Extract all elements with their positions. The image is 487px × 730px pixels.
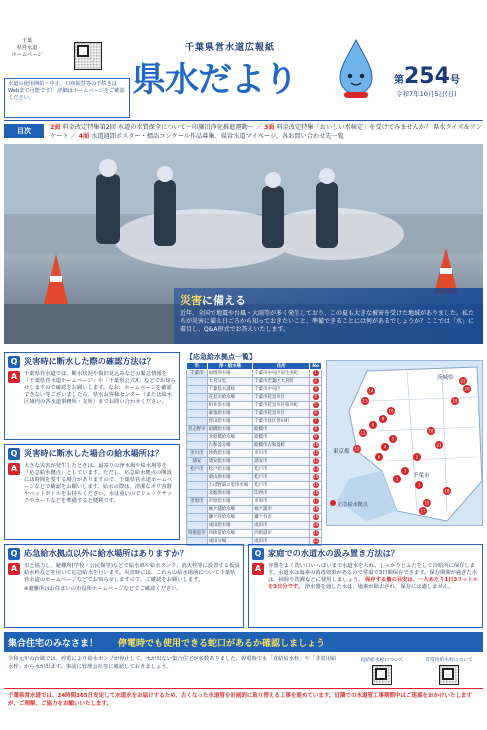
row-number <box>310 394 322 402</box>
web-notice-box: 水道の使用開始・中止、口座振替等の手続きはWebまで可能です！ 詳細はホームページをご確認ください。 <box>4 78 130 118</box>
legend-pin-icon <box>330 500 336 506</box>
row-address: 千葉市緑区誉田町 <box>253 418 310 426</box>
row-city <box>187 490 208 498</box>
row-address: 千葉市花見川区 <box>253 394 310 402</box>
qa-other-supply-points: Q 応急給水拠点以外に給水場所はありますか？ A 市と協力し、避難所(学校・公民館等)などで給水車や給水タンク、消火栓等に設置する仮設給水栓などを用いて応急給水を行います。災害時には、これらの給水場所について千葉県営水道のホームページなどでお知らせしますので、ご確認をお願いします。 ※避難所はお住まいの市役所ホームページなどでご確認ください。 <box>4 544 244 628</box>
row-address: 千葉市若葉区大宮町 <box>253 378 310 386</box>
table-row <box>187 386 322 394</box>
site-number-badge: 11 <box>313 450 319 455</box>
row-site: 栗山浄水場 <box>207 474 253 482</box>
table-row <box>187 506 322 514</box>
row-city <box>187 410 208 418</box>
map-label-chiba: 千葉市 <box>413 473 430 479</box>
hero-title: 災害に備える <box>180 294 246 307</box>
map-pin-label: 12 <box>354 446 360 452</box>
row-address: 市原市 <box>253 498 310 506</box>
toc-page[interactable]: 4面 <box>78 133 90 140</box>
storage-amount-highlight: 保存する量の目安は、一人あたり1日3リットルを3日分です。 <box>268 577 479 590</box>
row-city <box>187 394 208 402</box>
header-divider <box>4 120 483 121</box>
apartment-notice-text: 令和元年の台風では、停電により給水ポンプが停止して、水が出ない集合住宅が多数ありました。停電時でも「直結給水栓」や「非常用給水栓」から水が出ます。事前に管理会社等に確認しておきましょう。 <box>8 656 337 670</box>
toc-page[interactable]: 3面 <box>264 124 275 131</box>
site-number-badge: 1 <box>314 370 317 375</box>
row-site: 四街道給水場 <box>207 530 253 538</box>
table-row <box>187 498 322 506</box>
question-icon: Q <box>8 448 20 460</box>
row-number <box>310 474 322 482</box>
site-number-badge: 15 <box>313 482 319 487</box>
side-label: 千葉 県営水道 ホームページ <box>11 38 43 58</box>
row-site: 成田給水場 <box>207 522 253 530</box>
direct-faucet-qr-group[interactable]: 直結給水栓について <box>352 656 412 685</box>
row-site: 花見川給水場 <box>207 394 253 402</box>
row-number <box>310 386 322 394</box>
row-number <box>310 522 322 530</box>
row-site: 誉田給水場 <box>207 418 253 426</box>
map-pin-label: 22 <box>460 378 466 384</box>
answer-icon: A <box>8 463 20 475</box>
banner-subheading: 停電時でも使用できる蛇口があるか確認しましょう <box>118 639 326 649</box>
site-number-badge: 5 <box>314 402 317 407</box>
site-table-title: 【応急給水拠点一覧】 <box>186 353 256 361</box>
row-address: 印西市 <box>253 490 310 498</box>
row-address: 松戸市 <box>253 482 310 490</box>
row-number <box>310 450 322 458</box>
direct-faucet-qr-code[interactable] <box>372 665 392 685</box>
row-address: 鎌ケ谷市 <box>253 514 310 522</box>
map-pin-label: 20 <box>464 386 470 392</box>
masthead-logo: 県水だより <box>132 60 297 100</box>
map-pin-label: 3 <box>403 468 407 474</box>
row-address: 市川市 <box>253 450 310 458</box>
site-number-badge: 9 <box>314 434 317 439</box>
row-site: 成田分場 <box>207 538 253 546</box>
row-site: 妙典給水場 <box>207 450 253 458</box>
row-site: 北船橋給水場 <box>207 434 253 442</box>
row-site: 幕張給水場 <box>207 410 253 418</box>
row-site: 船橋給水場 <box>207 426 253 434</box>
row-number <box>310 378 322 386</box>
map-pin-label: 9 <box>381 416 385 422</box>
row-address: 四街道市 <box>253 530 310 538</box>
table-row <box>187 394 322 402</box>
row-address: 千葉市中央区 <box>253 386 310 394</box>
emergency-site-table <box>186 362 322 546</box>
row-site: 袖ケ浦給水場 <box>207 506 253 514</box>
map-pin-label: 14 <box>368 388 374 394</box>
site-number-badge: 4 <box>314 394 317 399</box>
row-number <box>310 442 322 450</box>
map-pin-label: 16 <box>428 428 434 434</box>
row-city <box>187 386 208 394</box>
map-pin-label: 2 <box>415 454 419 460</box>
table-row <box>187 442 322 450</box>
row-number <box>310 370 322 378</box>
site-number-badge: 6 <box>314 410 317 415</box>
table-row <box>187 434 322 442</box>
site-number-badge: 20 <box>313 522 319 527</box>
toc-item[interactable]: 料金改定特集第2回 水道の水質保全について～印旛沼浄化推進運動～ <box>62 124 254 131</box>
map-pin-label: 11 <box>360 430 366 436</box>
table-row <box>187 402 322 410</box>
qa-storing-water: Q 家庭での水道水の汲み置き方法は？ A 容器をよく洗い口いっぱいまで水道水を入れ、しっかりとふたをして冷暗所に保存します。水道水は塩素の消毒効果があるので常温で3日間保存できます。保存期間が過ぎた水は、掃除や洗濯などに使用しましょう。 保存する量の目安は、一人あたり1日3リットルを3日分です。 浄水器を通した水は、塩素が除去され、保存には適しません。 <box>248 544 483 628</box>
site-number-badge: 3 <box>314 386 317 391</box>
row-city: 千葉市 <box>187 370 208 378</box>
row-site: 福増浄水場 <box>207 370 253 378</box>
site-number-badge: 10 <box>313 442 319 447</box>
row-address: 成田市 <box>253 522 310 530</box>
qa-outage-check: Q 災害時に断水した際の確認方法は？ A 千葉県営水道では、断水状況や復旧見込みなどの緊急情報を「千葉県営水道ホームページ」や「千葉県公式X」などでお知らせしますので確認をお願いします。なお、ホームページを確認できない等ございましたら、県水お客様センター（または給水区域内の各水道事務所・支所）までお問い合わせください。 <box>4 352 180 440</box>
row-city: 浦安 <box>187 458 208 466</box>
row-site: 柏井浄水場 <box>207 402 253 410</box>
table-row <box>187 426 322 434</box>
map-pin-label: 18 <box>444 488 450 494</box>
row-number <box>310 482 322 490</box>
qa-water-supply-location: Q 災害時に断水した場合の給水場所は？ A 大きな災害が発生したときは、最寄りの浄水場や給水場等を「応急給水拠点」としています。ただし、応急給水拠点の開設には時間を要する場合がありますので、千葉県営水道ホームページなどで確認をお願いします。給水の際は、清潔なポリ容器やペットボトルをお持ちください。水は重いのでリュックサックやカートなどを準備すると便利です。 <box>4 444 180 540</box>
hero-caption <box>174 288 483 344</box>
row-city <box>187 514 208 522</box>
row-address: 袖ケ浦市 <box>253 506 310 514</box>
question-icon: Q <box>8 548 20 560</box>
emergency-faucet-qr-code[interactable] <box>439 665 459 685</box>
map-pin-label: 19 <box>452 398 458 404</box>
organization-name: 千葉県営水道広報紙 <box>184 43 275 53</box>
site-table-body <box>187 370 322 546</box>
row-address: 千葉市花見川区柏井町 <box>253 402 310 410</box>
row-address: 千葉市花見川区 <box>253 410 310 418</box>
website-qr-code[interactable] <box>74 42 102 70</box>
question-icon: Q <box>252 548 264 560</box>
map-pin-label: 13 <box>362 398 368 404</box>
site-number-badge: 19 <box>313 514 319 519</box>
map-label-ibaraki: 茨城県 <box>437 375 454 381</box>
row-number <box>310 434 322 442</box>
row-city <box>187 522 208 530</box>
row-city: 松戸市 <box>187 466 208 474</box>
row-city <box>187 482 208 490</box>
row-address: 船橋市 <box>253 434 310 442</box>
row-city: 市原市 <box>187 498 208 506</box>
row-address: 千葉市中央区南生実町 <box>253 370 310 378</box>
site-number-badge: 17 <box>313 498 319 503</box>
map-pin-label: 21 <box>436 442 442 448</box>
table-row <box>187 530 322 538</box>
row-number <box>310 458 322 466</box>
row-city <box>187 418 208 426</box>
map-pin-label: 5 <box>391 436 395 442</box>
row-number <box>310 466 322 474</box>
emergency-faucet-qr-group[interactable]: 非常用給水栓について <box>418 656 480 685</box>
table-row <box>187 378 322 386</box>
map-label-tokyo: 東京都 <box>333 449 350 455</box>
site-number-badge: 21 <box>313 530 319 535</box>
site-number-badge: 18 <box>313 506 319 511</box>
row-number <box>310 514 322 522</box>
row-site: 松戸給水場 <box>207 466 253 474</box>
toc-item[interactable]: 料金改定特集「おいしい水検定」を受けてみませんか？ 県水クイズ＆アンケート <box>50 124 483 140</box>
row-city <box>187 402 208 410</box>
row-site: 古和釜分場 <box>207 442 253 450</box>
site-number-badge: 12 <box>313 458 319 463</box>
table-row <box>187 490 322 498</box>
row-city: 習志野市 <box>188 426 206 432</box>
toc-label: 目次 <box>4 124 44 138</box>
row-address: 船橋市 <box>253 426 310 434</box>
row-site: 市原給水場 <box>207 498 253 506</box>
row-number <box>310 426 322 434</box>
toc-page[interactable]: 2面 <box>50 124 61 131</box>
row-city <box>187 442 208 450</box>
site-number-badge: 2 <box>314 378 317 383</box>
row-city <box>187 434 208 442</box>
table-row <box>187 458 322 466</box>
row-site: ちば野菊の里浄水場 <box>207 482 253 490</box>
map-pin-label: 17 <box>420 508 426 514</box>
row-number <box>310 402 322 410</box>
banner-heading: 集合住宅のみなさま！ <box>8 639 99 649</box>
site-number-badge: 13 <box>313 466 319 471</box>
answer-icon: A <box>8 563 20 575</box>
table-row <box>187 482 322 490</box>
row-city <box>187 378 208 386</box>
row-site: 大宮分室 <box>207 378 253 386</box>
map-pin-label: 7 <box>417 482 421 488</box>
map-legend: 応急給水拠点 <box>330 500 368 508</box>
row-city <box>187 506 208 514</box>
map-pin-label: 15 <box>424 500 430 506</box>
issue-number: 第254号 <box>394 64 460 89</box>
row-number <box>310 410 322 418</box>
table-row <box>187 474 322 482</box>
row-city: 市川市 <box>187 450 208 458</box>
row-site: 千葉県水道局 <box>207 386 253 394</box>
question-icon: Q <box>8 356 20 368</box>
map-pin-label: 8 <box>371 422 375 428</box>
row-number <box>310 418 322 426</box>
row-address: 松戸市 <box>253 466 310 474</box>
map-pin-label: 6 <box>377 454 381 460</box>
map-pin-label: 1 <box>395 476 399 482</box>
table-row <box>187 514 322 522</box>
row-address: 松戸市 <box>253 474 310 482</box>
footer-notice: 千葉県営水道では、24時間365日安定して水道水をお届けするため、古くなった水道管を計画的に取り替える工事を進めています。近隣での水道管工事期間中はご迷惑をおかけいたしますが、ご理解、ご協力をお願いいたします。 <box>4 688 483 710</box>
row-site: 浦安給水場 <box>207 458 253 466</box>
row-site: 北総浄水場 <box>207 490 253 498</box>
table-row <box>187 450 322 458</box>
answer-icon: A <box>8 371 20 383</box>
toc-item[interactable]: 水道週間ポスター・標語コンクール作品募集、県営水道マイページ、各お問い合わせ先一覧 <box>91 133 344 140</box>
table-of-contents: 2面 料金改定特集第2回 水道の水質保全について～印旛沼浄化推進運動～ ／ 3面 料金改定特集「おいしい水検定」を受けてみませんか？ 県水クイズ＆アンケート ／ 4面 水道週間ポスター・標語コンクール作品募集、県営水道マイページ、各お問い合わせ先一覧 <box>50 124 483 140</box>
row-site: 鎌ケ谷給水場 <box>207 514 253 522</box>
site-number-badge: 8 <box>314 426 317 431</box>
table-row <box>187 466 322 474</box>
table-header-row: 市 浄・給水場 住所 No <box>187 363 322 370</box>
table-row <box>187 418 322 426</box>
row-address: 浦安市 <box>253 458 310 466</box>
site-number-badge: 16 <box>313 490 319 495</box>
row-city <box>187 474 208 482</box>
row-number <box>310 490 322 498</box>
mascot-icon <box>336 38 376 100</box>
table-row <box>187 522 322 530</box>
hero-body: 近年、全国で地震や台風・大雨等が多く発生しており、この夏も大きな被害を受けた地域がありました。私たちが災害に備え日ごろから知っておきたいこと、準備できることには何があるでしょうか？ここでは「水」に着目し、Q&A形式でお答えいたします。 <box>180 310 475 333</box>
map-pin-label: 4 <box>383 444 387 450</box>
row-number <box>310 530 322 538</box>
row-number <box>310 498 322 506</box>
site-number-badge: 14 <box>313 474 319 479</box>
site-number-badge: 22 <box>313 538 319 543</box>
row-address: 成田市 <box>253 538 310 546</box>
row-city: 四街道市 <box>188 530 206 536</box>
site-number-badge: 7 <box>314 418 317 423</box>
row-number <box>310 506 322 514</box>
map-pin-label: 10 <box>388 408 394 414</box>
table-row <box>187 410 322 418</box>
issue-date: 令和7年10月5日(日) <box>396 90 457 98</box>
table-row <box>187 370 322 378</box>
answer-icon: A <box>252 563 264 575</box>
row-address: 船橋市古和釜町 <box>253 442 310 450</box>
